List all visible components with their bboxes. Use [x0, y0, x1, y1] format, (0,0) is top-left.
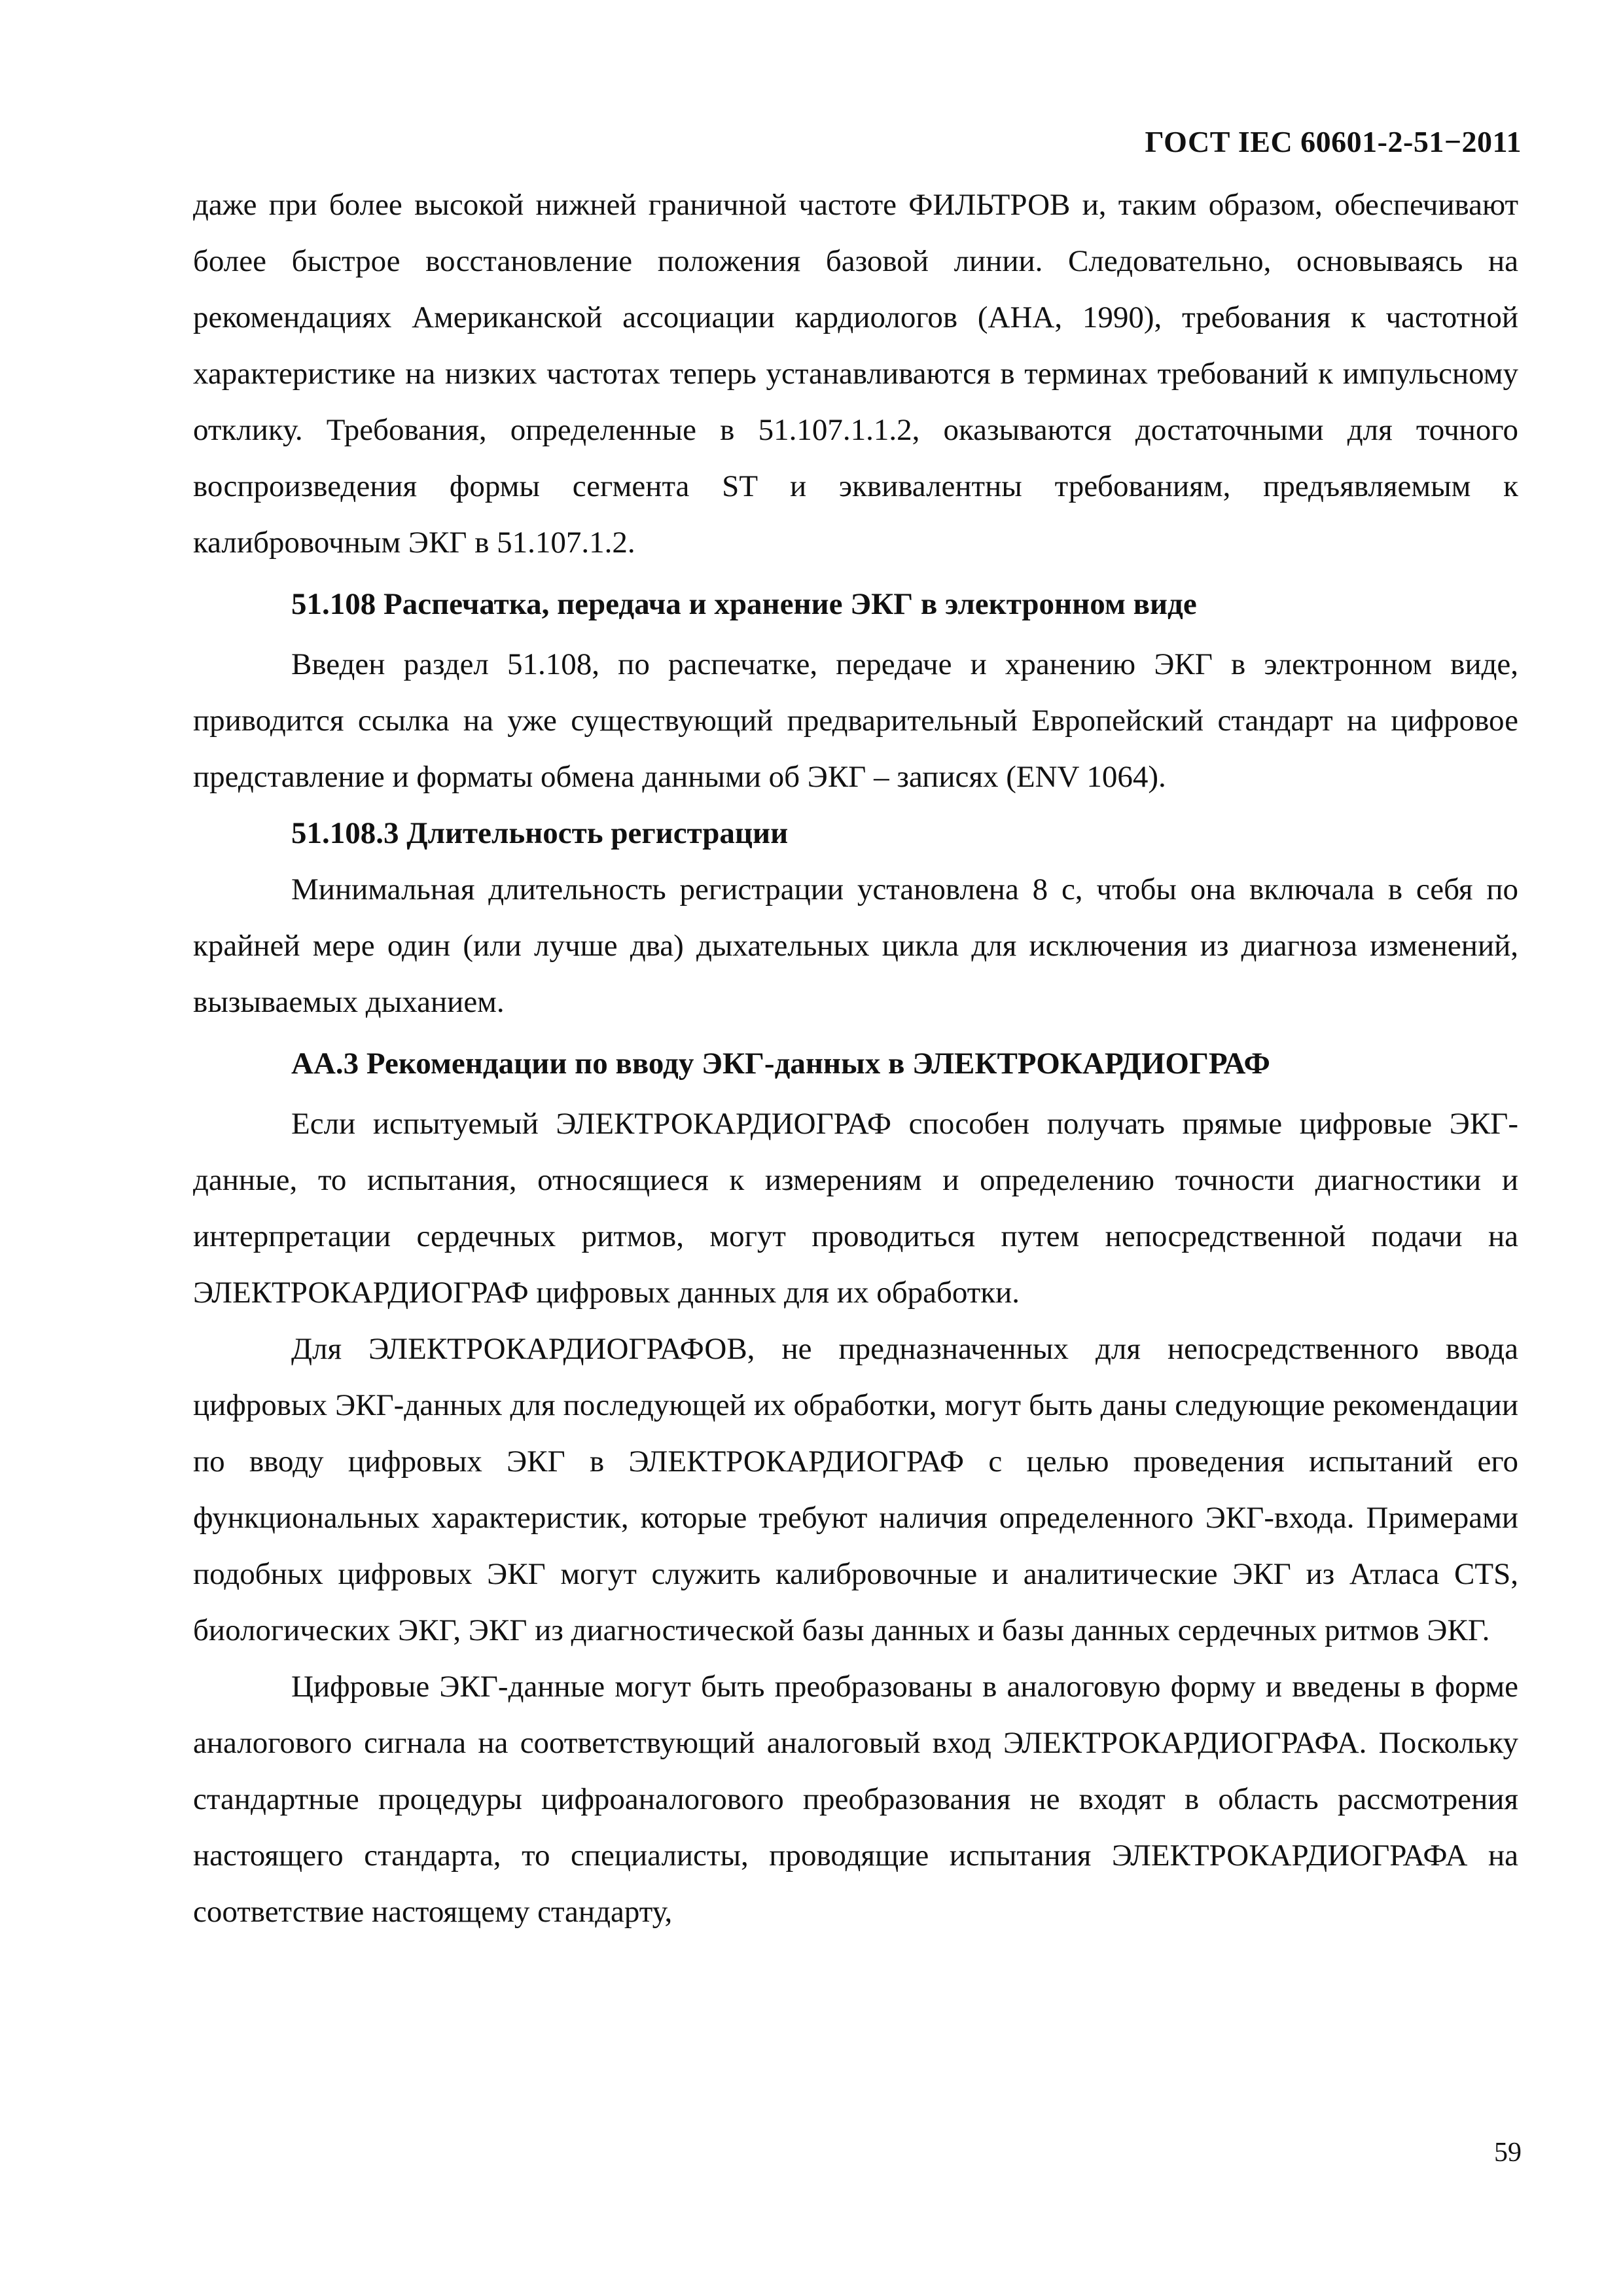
paragraph-continuation: даже при более высокой нижней граничной частоте ФИЛЬТРОВ и, таким образом, обеспечивают более быстрое восстановление положения базовой линии. Следовательно, основываясь на рекомендациях Американской ассоциации кардиологов (АНА, 1990), требования к частотной характеристике на низких частотах теперь устанавливаются в терминах требований к импульсному отклику. Требования, определенные в 51.107.1.1.2, оказываются достаточными для точного воспроизведения формы сегмента ST и эквивалентны требованиям, предъявляемым к калибровочным ЭКГ в 51.107.1.2.: [193, 188, 1518, 560]
section-heading-aa-3: АА.3 Рекомендации по вводу ЭКГ-данных в ЭЛЕКТРОКАРДИОГРАФ: [291, 1047, 1270, 1081]
page-body: [193, 177, 1518, 1940]
paragraph-analog-conversion: Цифровые ЭКГ-данные могут быть преобразованы в аналоговую форму и введены в форме аналогового сигнала на соответствующий аналоговый вход ЭЛЕКТРОКАРДИОГРАФА. Поскольку стандартные процедуры цифроаналогового преобразования не входят в область рассмотрения настоящего стандарта, то специалисты, проводящие испытания ЭЛЕКТРОКАРДИОГРАФА на соответствие настоящему стандарту,: [193, 1670, 1518, 1929]
section-heading-51-108: 51.108 Распечатка, передача и хранение ЭКГ в электронном виде: [291, 587, 1197, 621]
paragraph-digital-input: Если испытуемый ЭЛЕКТРОКАРДИОГРАФ способен получать прямые цифровые ЭКГ-данные, то испытания, относящиеся к измерениям и определению точности диагностики и интерпретации сердечных ритмов, могут проводиться путем непосредственной подачи на ЭЛЕКТРОКАРДИОГРАФ цифровых данных для их обработки.: [193, 1107, 1518, 1310]
page-number: 59: [1494, 2138, 1522, 2168]
section-heading-51-108-3: 51.108.3 Длительность регистрации: [291, 816, 789, 850]
document-header: ГОСТ IEC 60601-2-51−2011: [1145, 125, 1522, 158]
paragraph-recording-duration: Минимальная длительность регистрации установлена 8 с, чтобы она включала в себя по крайней мере один (или лучше два) дыхательных цикла для исключения из диагноза изменений, вызываемых дыханием.: [193, 872, 1518, 1019]
paragraph-section-51-108: Введен раздел 51.108, по распечатке, передаче и хранению ЭКГ в электронном виде, приводится ссылка на уже существующий предварительный Европейский стандарт на цифровое представление и форматы обмена данными об ЭКГ – записях (ENV 1064).: [193, 647, 1518, 794]
paragraph-recommendations: Для ЭЛЕКТРОКАРДИОГРАФОВ, не предназначенных для непосредственного ввода цифровых ЭКГ-данных для последующей их обработки, могут быть даны следующие рекомендации по вводу цифровых ЭКГ в ЭЛЕКТРОКАРДИОГРАФ с целью проведения испытаний его функциональных характеристик, которые требуют наличия определенного ЭКГ-входа. Примерами подобных цифровых ЭКГ могут служить калибровочные и аналитические ЭКГ из Атласа CTS, биологических ЭКГ, ЭКГ из диагностической базы данных и базы данных сердечных ритмов ЭКГ.: [193, 1332, 1518, 1647]
